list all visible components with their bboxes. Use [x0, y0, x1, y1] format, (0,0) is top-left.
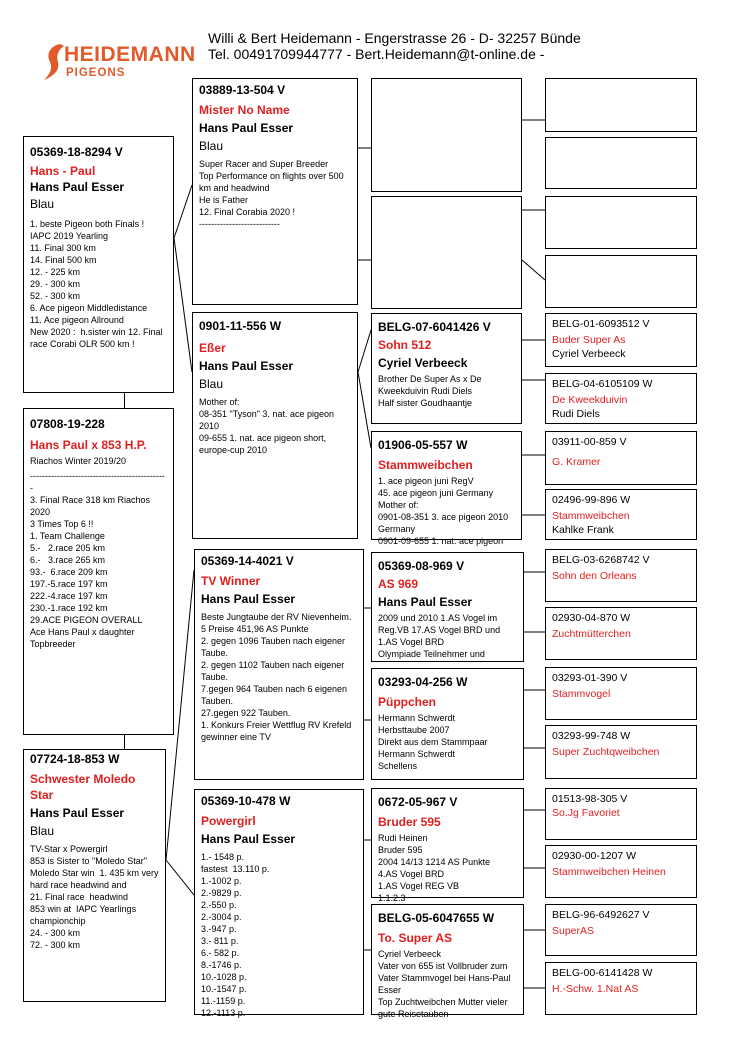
ring-number: BELG-03-6268742 V	[552, 554, 650, 566]
father-pigeon-card	[192, 78, 358, 305]
pigeon-name: Buder Super As	[552, 334, 626, 346]
ancestor-card	[545, 962, 697, 1015]
ring-number: 02930-00-1207 W	[552, 850, 637, 862]
empty-pedigree-box	[545, 196, 697, 249]
mother-pigeon-card	[192, 312, 358, 539]
pigeon-name: Hans Paul x 853 H.P.	[30, 438, 147, 452]
ring-number: 02930-04-870 W	[552, 612, 631, 624]
logo-text: HEIDEMANN	[64, 43, 196, 66]
pigeon-name: SuperAS	[552, 925, 595, 937]
pigeon-name: H.-Schw. 1.Nat AS	[552, 983, 639, 995]
pigeon-name: Powergirl	[201, 814, 256, 828]
breeder-name: Rudi Diels	[552, 408, 600, 420]
ring-number: 05369-10-478 W	[201, 794, 291, 808]
ring-number: 0901-11-556 W	[199, 319, 282, 333]
sister-pigeon-card	[23, 749, 166, 1002]
pigeon-name: Sohn 512	[378, 338, 432, 352]
pigeon-name: Stammweibchen	[378, 458, 473, 472]
stammweibchen-pigeon-card	[371, 431, 522, 546]
pigeon-notes: 1.- 1548 p. fastest 13.110 p. 1.-1002 p. 2.-9829 p. 2.-550 p. 2.-3004 p. 3.-947 p. 3.- 811 p. 6.- 582 p. 8.-1746 p. 10.-1028 p. 10.-1547 p. 11.-1159 p. 12.-1113 p.	[201, 852, 270, 1018]
puppchen-pigeon-card	[371, 668, 524, 780]
pigeon-notes: ---------------------------------------------- 3. Final Race 318 km Riachos 2020 3 Times Top 6 !! 1. Team Challenge 5.- 2.race 205 km 6.- 3.race 265 km 93.- 6.race 209 km 197.-5.race 197 km 222.-4.race 197 km 230.-1.race 192 km 29.ACE PIGEON OVERALL Ace Hans Paul x daughter Topbreeder	[30, 471, 165, 649]
ancestor-card	[545, 489, 697, 540]
pigeon-notes: Super Racer and Super Breeder Top Performance on flights over 500 km and headwind He is Father 12. Final Corabia 2020 ! ---------------------------	[199, 159, 347, 229]
pigeon-notes: 1. ace pigeon juni RegV 45. ace pigeon juni Germany Mother of: 0901-08-351 3. ace pigeon 2010 Germany 0901-09-655 1. nat. ace pigeon	[378, 476, 511, 546]
to-super-as-pigeon-card	[371, 904, 524, 1019]
ring-number: BELG-05-6047655 W	[378, 911, 495, 925]
sohn-512-pigeon-card	[371, 313, 522, 424]
ring-number: 01906-05-557 W	[378, 438, 468, 452]
contact-line: Tel. 00491709944777 - Bert.Heidemann@t-online.de -	[208, 46, 545, 62]
ring-number: 03293-04-256 W	[378, 675, 468, 689]
pigeon-name: AS 969	[378, 577, 419, 591]
pigeon-notes: Cyriel Verbeeck Vater von 655 ist Vollbruder zum Vater Stammvogel bei Hans-Paul Esser Top Zuchtweibchen Mutter vieler gute Reisetauben	[378, 949, 513, 1019]
ring-number: BELG-96-6492627 V	[552, 909, 650, 921]
breeder-name: Hans Paul Esser	[30, 806, 125, 820]
breeder-name: Hans Paul Esser	[30, 180, 125, 194]
pigeon-name: G. Kramer	[552, 456, 601, 468]
tv-winner-pigeon-card	[194, 549, 364, 780]
ring-number: 03293-99-748 W	[552, 730, 631, 742]
pigeon-notes: Mother of: 08-351 "Tyson" 3. nat. ace pigeon 2010 09-655 1. nat. ace pigeon short, europe-cup 2010	[199, 397, 337, 455]
pigeon-notes: Brother De Super As x De Kweekduivin Rudi Diels Half sister Goudhaantje	[378, 374, 485, 408]
pigeon-notes: Rudi Heinen Bruder 595 2004 14/13 1214 AS Punkte 4.AS Vogel BRD 1.AS Vogel REG VB 1.1.2.3	[378, 833, 491, 903]
ring-number: 05369-14-4021 V	[201, 554, 294, 568]
ring-number: 02496-99-896 W	[552, 494, 631, 506]
pigeon-color: Blau	[30, 197, 55, 211]
ring-number: 05369-18-8294 V	[30, 145, 123, 159]
powergirl-pigeon-card	[194, 789, 364, 1018]
ancestor-card	[545, 725, 697, 779]
breeder-name: Kahlke Frank	[552, 524, 614, 536]
pigeon-name: Bruder 595	[378, 815, 441, 829]
pigeon-notes: 2009 und 2010 1.AS Vogel im Reg.VB 17.AS Vogel BRD und 1.AS Vogel BRD Olympiade Teilnehmer und	[378, 613, 503, 659]
pigeon-notes: 1. beste Pigeon both Finals ! IAPC 2019 Yearling 11. Final 300 km 14. Final 500 km 12. - 225 km 29. - 300 km 52. - 300 km 6. Ace pigeon Middledistance 11. Ace pigeon Allround New 2020 : h.sister win 12. Final race Corabi OLR 500 km !	[30, 219, 166, 349]
ring-number: BELG-07-6041426 V	[378, 320, 491, 334]
pigeon-notes: TV-Star x Powergirl 853 is Sister to "Moledo Star" Moledo Star win 1. 435 km very hard race headwind and 21. Final race headwind 853 win at IAPC Yearlings championchip 24. - 300 km 72. - 300 km	[30, 844, 162, 950]
ring-number: 01513-98-305 V	[552, 793, 628, 805]
pigeon-color: Blau	[30, 824, 55, 838]
pigeon-name: Stammvogel	[552, 688, 611, 700]
breeder-name: Hans Paul Esser	[201, 832, 296, 846]
ring-number: BELG-01-6093512 V	[552, 318, 650, 330]
breeder-name: Hans Paul Esser	[201, 592, 296, 606]
pigeon-color: Blau	[199, 139, 224, 153]
ancestor-card	[545, 667, 697, 720]
ring-number: 03293-01-390 V	[552, 672, 628, 684]
pigeon-name: To. Super AS	[378, 931, 453, 945]
breeder-name: Hans Paul Esser	[199, 121, 294, 135]
pigeon-name: Sohn den Orleans	[552, 570, 637, 582]
pigeon-name: De Kweekduivin	[552, 394, 628, 406]
bruder-595-pigeon-card	[371, 788, 524, 903]
pigeon-color: Blau	[199, 377, 224, 391]
empty-pedigree-box	[545, 255, 697, 308]
ring-number: 0672-05-967 V	[378, 795, 458, 809]
ring-number: 03889-13-504 V	[199, 83, 286, 97]
pigeon-name: Schwester Moledo Star	[30, 772, 136, 802]
logo-subtext: PIGEONS	[66, 67, 126, 79]
pigeon-name: Hans - Paul	[30, 164, 96, 178]
address-line: Willi & Bert Heidemann - Engerstrasse 26 - D- 32257 Bünde	[208, 30, 581, 46]
ancestor-card	[545, 313, 697, 367]
sibling-pigeon-card	[23, 408, 174, 735]
pigeon-name: Super Zuchtqweibchen	[552, 746, 660, 758]
ancestor-card	[545, 431, 697, 485]
ancestor-card	[545, 549, 697, 602]
subject-pigeon-card	[23, 136, 174, 393]
pigeon-notes: Beste Jungtaube der RV Nievenheim. 5 Preise 451,96 AS Punkte 2. gegen 1096 Tauben nach eigener Taube. 2. gegen 1102 Tauben nach eigener Taube. 7.gegen 964 Tauben nach 6 eigenen Tauben. 27.gegen 922 Tauben. 1. Konkurs Freier Wettflug RV Krefeld gewinner eine TV	[201, 612, 354, 742]
pigeon-name: So.Jg Favoriet	[552, 807, 620, 819]
ring-number: 07808-19-228	[30, 417, 105, 431]
as-969-pigeon-card	[371, 552, 524, 662]
pigeon-name: Mister No Name	[199, 103, 290, 117]
ancestor-card	[545, 373, 697, 424]
ancestor-card	[545, 904, 697, 956]
pigeon-name: Stammweibchen	[552, 510, 630, 522]
empty-pedigree-box	[545, 137, 697, 189]
breeder-name: Cyriel Verbeeck	[378, 356, 468, 370]
empty-pedigree-box	[371, 78, 522, 192]
pigeon-name: Püppchen	[378, 695, 437, 709]
pigeon-name: TV Winner	[201, 574, 261, 588]
empty-pedigree-box	[545, 78, 697, 132]
breeder-name: Hans Paul Esser	[199, 359, 294, 373]
pigeon-name: Zuchtmütterchen	[552, 628, 631, 640]
ring-number: 07724-18-853 W	[30, 752, 120, 766]
ancestor-card	[545, 788, 697, 840]
ring-number: 05369-08-969 V	[378, 559, 465, 573]
breeder-name: Cyriel Verbeeck	[552, 348, 626, 360]
ancestor-card	[545, 607, 697, 660]
ring-number: BELG-04-6105109 W	[552, 378, 653, 390]
pigeon-name: Eßer	[199, 341, 226, 355]
ancestor-card	[545, 845, 697, 898]
ring-number: 03911-00-859 V	[552, 436, 627, 448]
breeder-name: Hans Paul Esser	[378, 595, 473, 609]
pigeon-notes: Hermann Schwerdt Herbsttaube 2007 Direkt aus dem Stammpaar Hermann Schwerdt Schellens	[378, 713, 491, 771]
ring-number: BELG-00-6141428 W	[552, 967, 653, 979]
empty-pedigree-box	[371, 196, 522, 309]
subtitle: Riachos Winter 2019/20	[30, 456, 127, 466]
pigeon-name: Stammweibchen Heinen	[552, 866, 666, 878]
